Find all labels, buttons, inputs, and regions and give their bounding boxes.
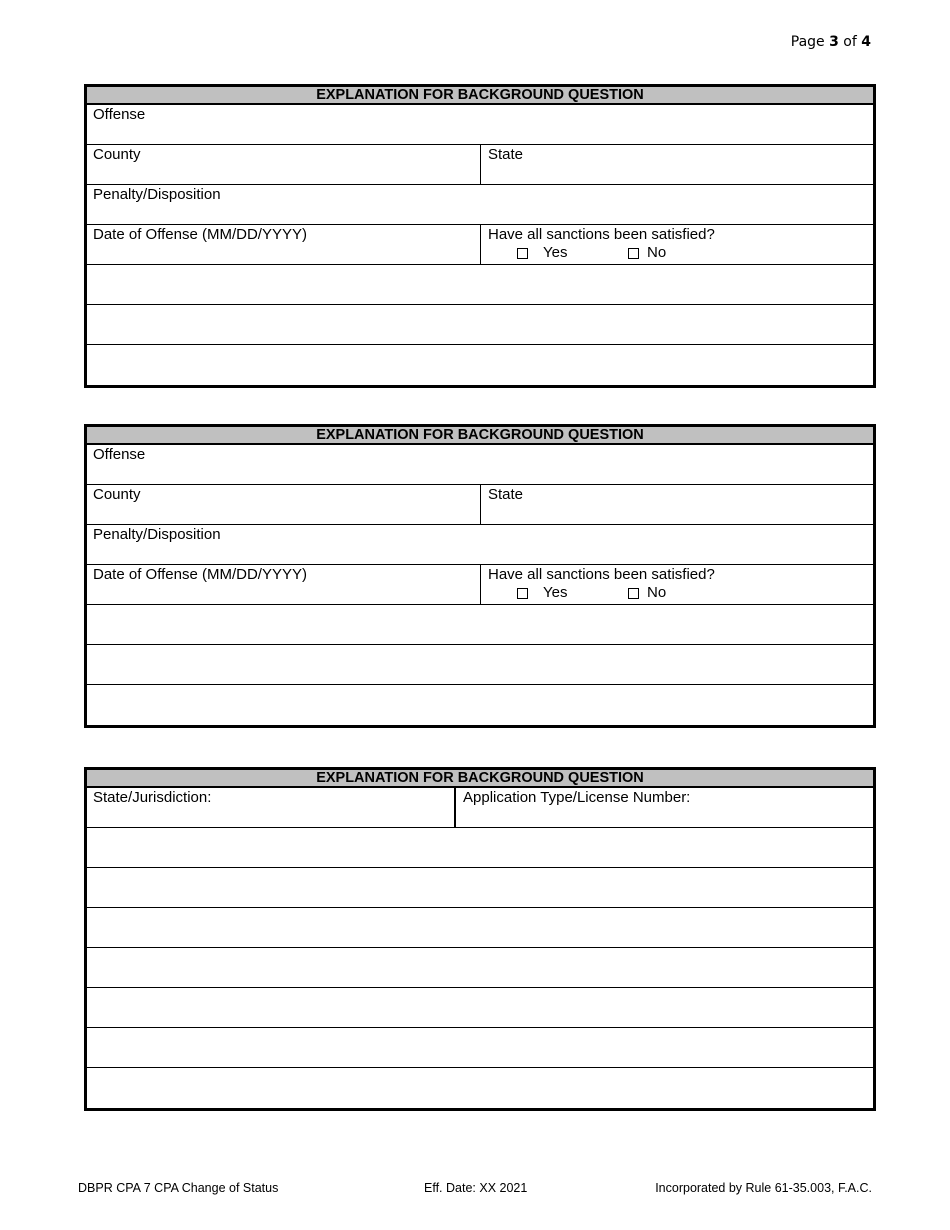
county-label: County: [93, 486, 141, 503]
state-label: State: [488, 486, 524, 503]
license-label: Application Type/License Number:: [463, 789, 691, 806]
state-field[interactable]: [481, 145, 873, 184]
explanation-line[interactable]: [87, 948, 873, 988]
offense-field[interactable]: [87, 445, 873, 484]
penalty-field[interactable]: [87, 185, 873, 224]
explanation-line[interactable]: [87, 605, 873, 645]
explanation-line[interactable]: [87, 908, 873, 948]
no-checkbox[interactable]: No: [628, 584, 666, 602]
explanation-block-3: [84, 767, 876, 1111]
explanation-line[interactable]: [87, 645, 873, 685]
jurisdiction-label: State/Jurisdiction:: [93, 789, 212, 806]
footer-eff-date: Eff. Date: XX 2021: [424, 1181, 528, 1195]
offense-label: Offense: [93, 106, 146, 123]
explanation-line[interactable]: [87, 265, 873, 305]
penalty-label: Penalty/Disposition: [93, 526, 221, 543]
explanation-line[interactable]: [87, 828, 873, 868]
explanation-line[interactable]: [87, 1028, 873, 1068]
sanctions-field: [481, 565, 873, 604]
explanation-line[interactable]: [87, 345, 873, 385]
footer-form-id: DBPR CPA 7 CPA Change of Status: [78, 1181, 279, 1195]
date-of-offense-field[interactable]: [87, 565, 481, 604]
penalty-field[interactable]: [87, 525, 873, 564]
yes-checkbox[interactable]: Yes: [517, 244, 628, 262]
offense-label: Offense: [93, 446, 146, 463]
explanation-line[interactable]: [87, 685, 873, 725]
no-checkbox[interactable]: No: [628, 244, 666, 262]
penalty-label: Penalty/Disposition: [93, 186, 221, 203]
explanation-line[interactable]: [87, 868, 873, 908]
county-field[interactable]: [87, 145, 481, 184]
explanation-block-1: [84, 84, 876, 388]
county-label: County: [93, 146, 141, 163]
block-title: EXPLANATION FOR BACKGROUND QUESTION: [87, 427, 873, 445]
date-label: Date of Offense (MM/DD/YYYY): [93, 566, 307, 583]
state-field[interactable]: [481, 485, 873, 524]
explanation-line[interactable]: [87, 988, 873, 1028]
explanation-line[interactable]: [87, 305, 873, 345]
page-number: Page 3 of 4: [790, 34, 871, 50]
yes-checkbox[interactable]: Yes: [517, 584, 628, 602]
county-field[interactable]: [87, 485, 481, 524]
date-label: Date of Offense (MM/DD/YYYY): [93, 226, 307, 243]
jurisdiction-field[interactable]: [87, 788, 456, 827]
state-label: State: [488, 146, 524, 163]
explanation-block-2: [84, 424, 876, 728]
date-of-offense-field[interactable]: [87, 225, 481, 264]
sanctions-label: Have all sanctions been satisfied?: [488, 566, 715, 583]
footer-rule: Incorporated by Rule 61-35.003, F.A.C.: [655, 1181, 872, 1195]
sanctions-label: Have all sanctions been satisfied?: [488, 226, 715, 243]
block-title: EXPLANATION FOR BACKGROUND QUESTION: [87, 770, 873, 788]
offense-field[interactable]: [87, 105, 873, 144]
block-title: EXPLANATION FOR BACKGROUND QUESTION: [87, 87, 873, 105]
explanation-line[interactable]: [87, 1068, 873, 1108]
license-number-field[interactable]: [456, 788, 873, 827]
sanctions-field: [481, 225, 873, 264]
